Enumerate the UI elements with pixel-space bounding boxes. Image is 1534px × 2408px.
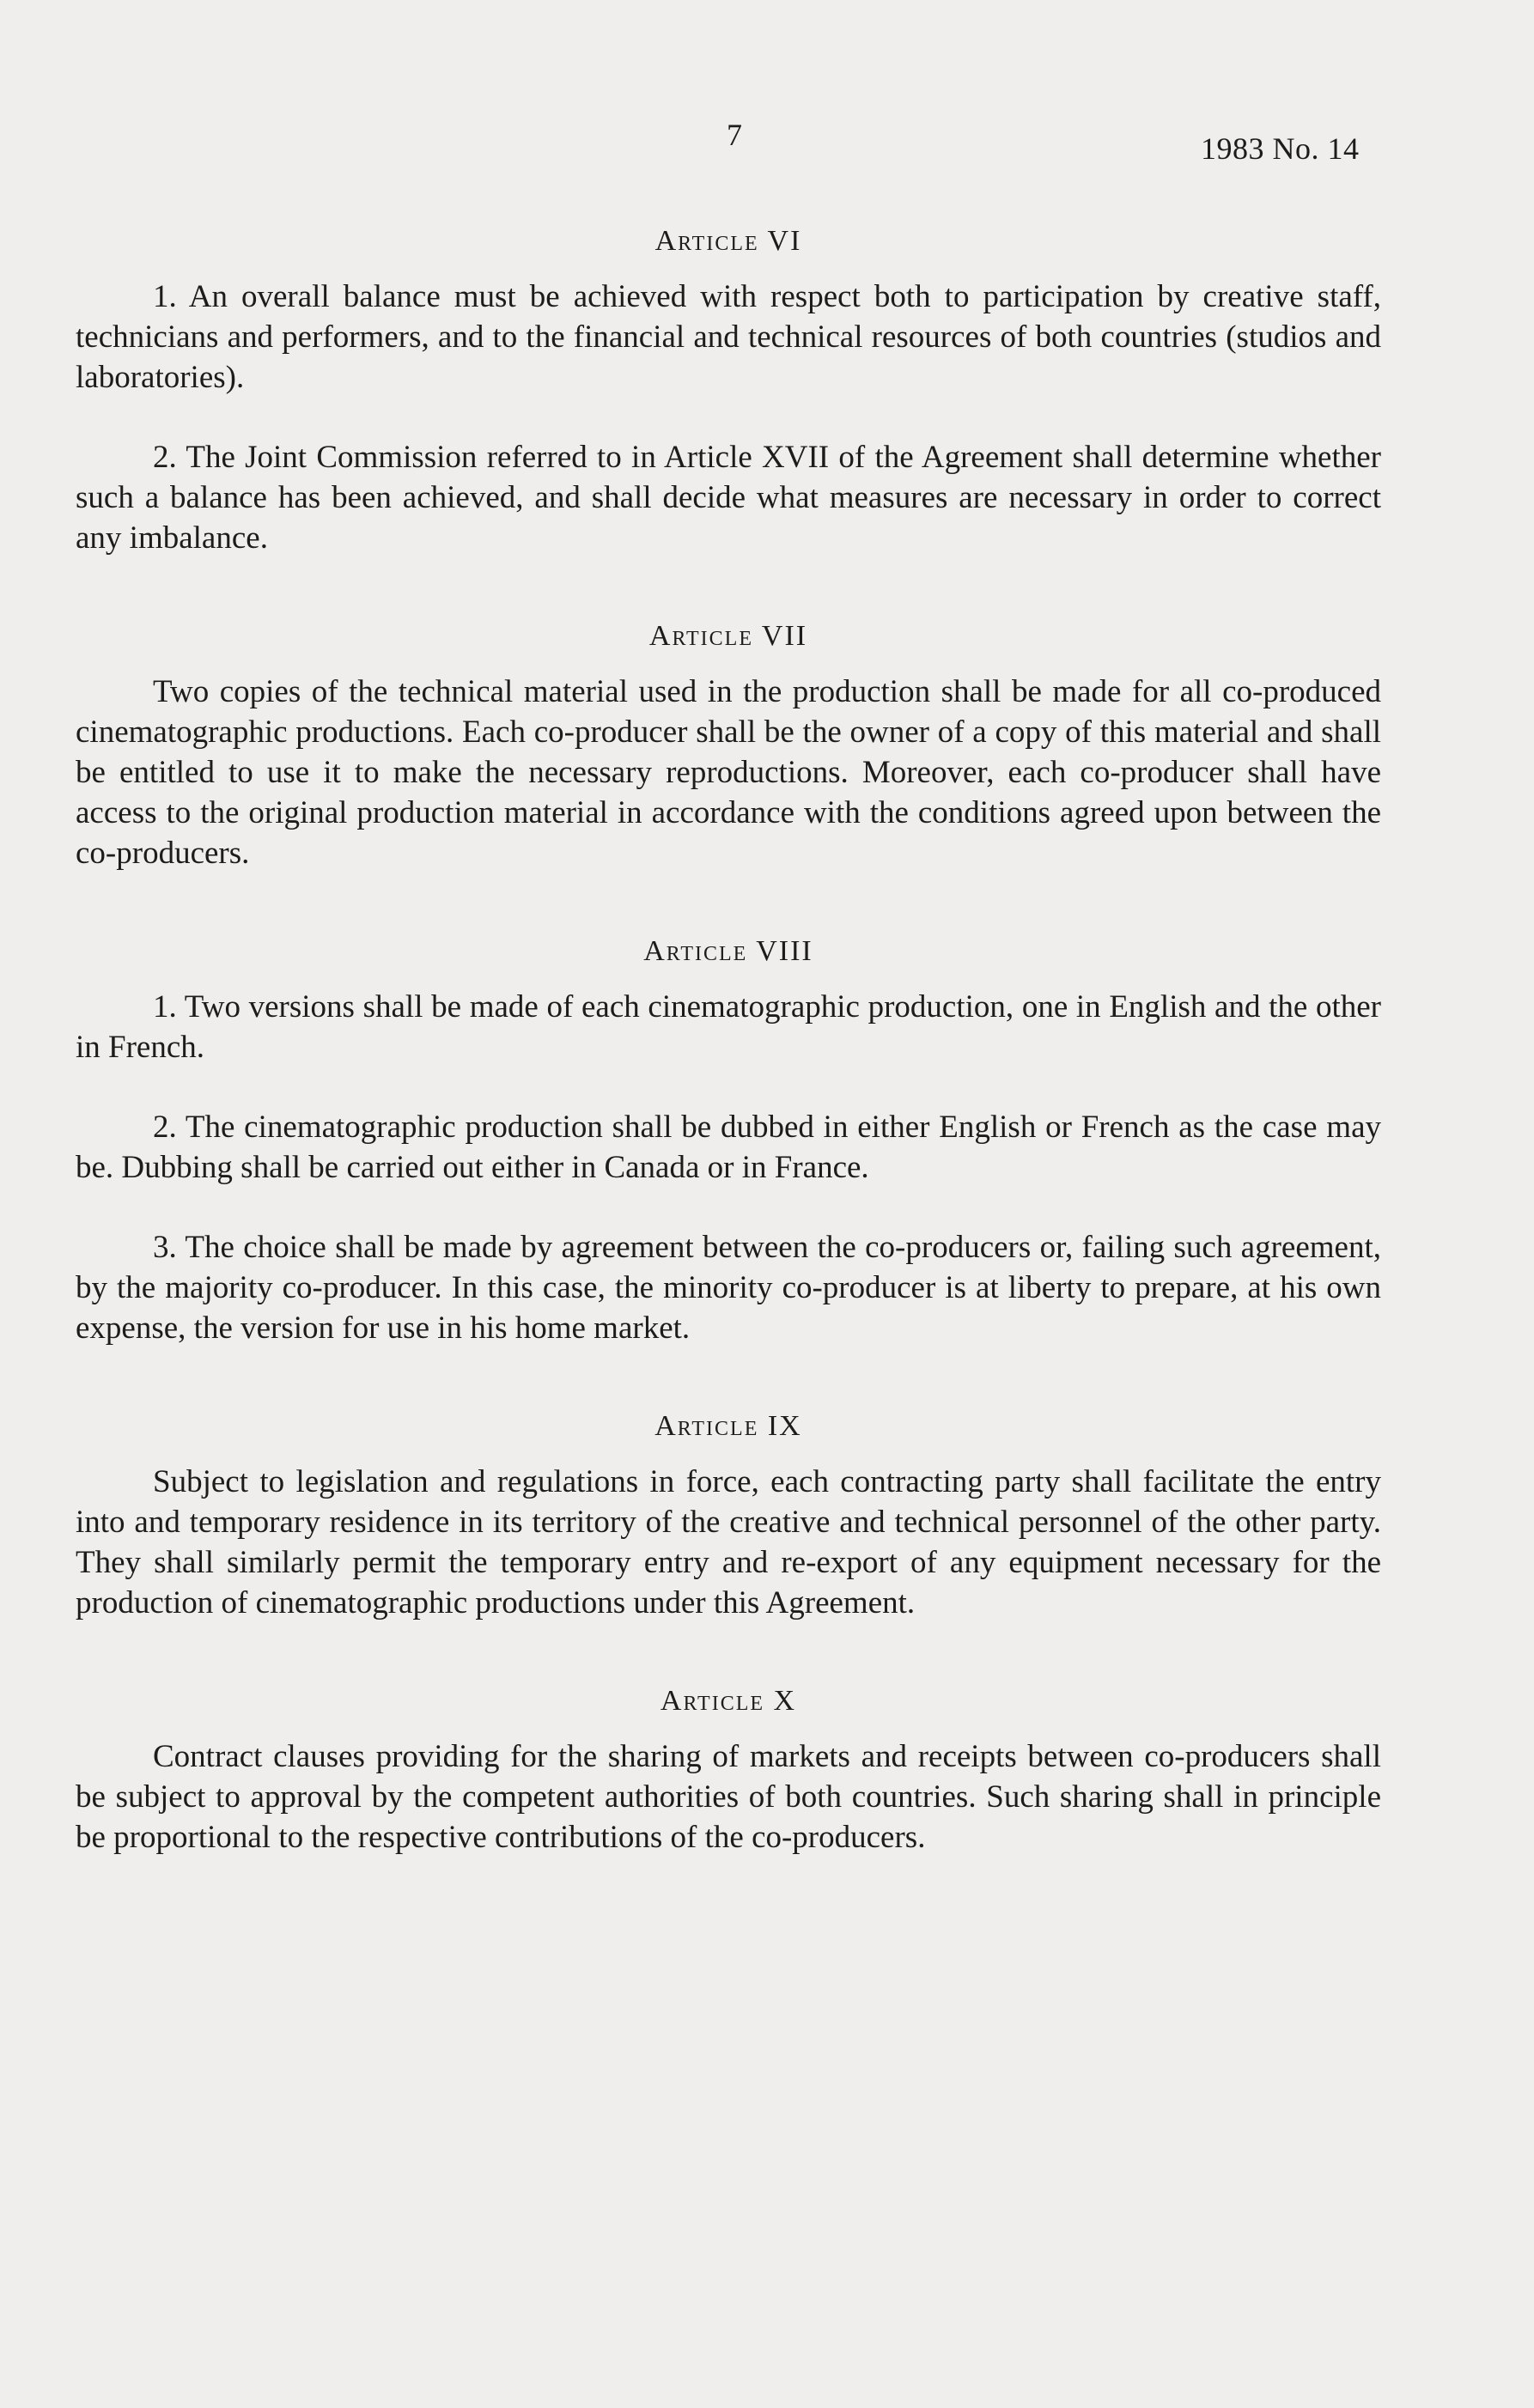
- article-7: [76, 620, 1381, 873]
- page-header: [0, 113, 1534, 165]
- article-heading: Article VI: [654, 225, 802, 257]
- article-paragraph: Two copies of the technical material used in the production shall be made for all co-produced cinematographic productions. Each co-producer shall be the owner of a copy of this material and shall be entitled to use it to make the necessary reproductions. Moreover, each co-producer shall have access to the original production material in accordance with the conditions agreed upon between the co-producers.: [76, 674, 1381, 871]
- article-8: [76, 935, 1381, 1348]
- article-heading: Article X: [660, 1685, 797, 1717]
- article-10: [76, 1685, 1381, 1858]
- article-paragraph: 3. The choice shall be made by agreement between the co-producers or, failing such agreement, by the majority co-producer. In this case, the minority co-producer is at liberty to prepare, at his own expense, the version for use in his home market.: [76, 1230, 1381, 1346]
- article-6: [76, 225, 1381, 558]
- article-paragraph: Subject to legislation and regulations in force, each contracting party shall facilitate the entry into and temporary residence in its territory of the creative and technical personnel of the other party. They shall similarly permit the temporary entry and re-export of any equipment necessary for the production of cinematographic productions under this Agreement.: [76, 1464, 1381, 1621]
- article-heading: Article IX: [654, 1410, 802, 1442]
- document-body: [76, 225, 1381, 1919]
- article-9: [76, 1410, 1381, 1623]
- article-paragraph: 1. An overall balance must be achieved with respect both to participation by creative staff, technicians and performers, and to the financial and technical resources of both countries (studios and laboratories).: [76, 279, 1381, 395]
- article-paragraph: 2. The cinematographic production shall be dubbed in either English or French as the case may be. Dubbing shall be carried out either in Canada or in France.: [76, 1110, 1381, 1185]
- article-heading: Article VIII: [643, 935, 813, 967]
- article-paragraph: Contract clauses providing for the sharing of markets and receipts between co-producers shall be subject to approval by the competent authorities of both countries. Such sharing shall in principle be proportional to the respective contributions of the co-producers.: [76, 1739, 1381, 1855]
- article-paragraph: 1. Two versions shall be made of each cinematographic production, one in English and the other in French.: [76, 989, 1381, 1065]
- document-reference: 1983 No. 14: [1201, 131, 1360, 166]
- article-paragraph: 2. The Joint Commission referred to in Article XVII of the Agreement shall determine whether such a balance has been achieved, and shall decide what measures are necessary in order to correct any imbalance.: [76, 440, 1381, 556]
- article-heading: Article VII: [648, 620, 808, 652]
- page-number: 7: [727, 118, 742, 152]
